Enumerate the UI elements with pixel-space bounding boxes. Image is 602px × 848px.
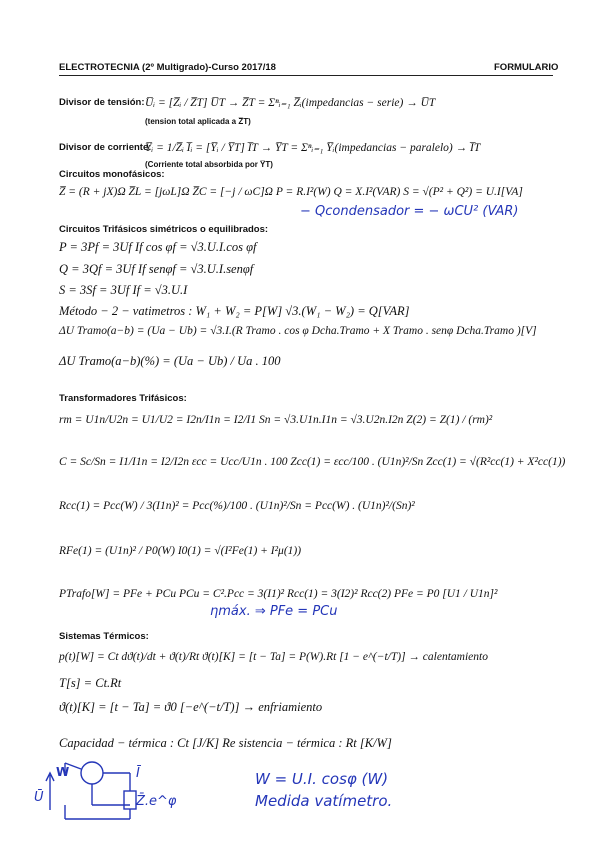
corriente-note: (Corriente total absorbida por Y̅T) bbox=[145, 160, 273, 169]
termico-line-1: p(t)[W] = Ct dϑ(t)/dt + ϑ(t)/Rt ϑ(t)[K] = [t − Ta] = P(W).Rt [1 − e^(−t/T)] → calentamiento bbox=[59, 651, 488, 663]
mono-handnote: − Qcondensador = − ωCU² (VAR) bbox=[300, 204, 519, 219]
tension-note: (tension total aplicada a Z̅T) bbox=[145, 117, 251, 126]
corriente-label: Divisor de corriente: bbox=[59, 142, 152, 153]
tri-line-q: Q = 3Qf = 3Uf If senφf = √3.U.I.senφf bbox=[59, 262, 254, 276]
tri-line-vatimetros: Método − 2 − vatimetros : W₁ + W₂ = P[W] √3.(W₁ − W₂) = Q[VAR] bbox=[59, 304, 410, 318]
termico-line-4: Capacidad − térmica : Ct [J/K] Re sistencia − térmica : Rt [K/W] bbox=[59, 736, 392, 750]
tension-formula: U̅ᵢ = [Z̅ᵢ / Z̅T] U̅T → Z̅T = Σⁿᵢ₌₁ Z̅ᵢ(impedancias − serie) → U̅T bbox=[145, 97, 436, 109]
wattmeter-caption: Medida vatímetro. bbox=[255, 792, 393, 810]
trafo-line-c: C = Sc/Sn = I1/I1n = I2/I2n εcc = Ucc/U1n . 100 Zcc(1) = εcc/100 . (U1n)²/Sn Zcc(1) = √(R²cc(1) + X²cc(1)) bbox=[59, 456, 566, 468]
corriente-formula: Y̅ᵢ = 1/Z̅ᵢ I̅ᵢ = [Y̅ᵢ / Y̅T] I̅T → Y̅T = Σⁿᵢ₌₁ Y̅ᵢ(impedancias − paralelo) → I̅T bbox=[145, 142, 481, 154]
mono-title: Circuitos monofásicos: bbox=[59, 169, 165, 180]
trafo-handnote: ηmáx. ⇒ PFe = PCu bbox=[210, 604, 338, 619]
document-title: FORMULARIO bbox=[494, 62, 559, 73]
termico-title: Sistemas Térmicos: bbox=[59, 631, 149, 642]
tri-line-p: P = 3Pf = 3Uf If cos φf = √3.U.I.cos φf bbox=[59, 240, 257, 254]
termico-line-3: ϑ(t)[K] = [t − Ta] = ϑ0 [−e^(−t/T)] → enfriamiento bbox=[59, 700, 323, 714]
wattmeter-z-label: Z̄.e^φ bbox=[136, 794, 177, 809]
wattmeter-i-label: Ī bbox=[136, 766, 140, 781]
mono-formula: Z̅ = (R + jX)Ω Z̅L = [jωL]Ω Z̅C = [−j / ωC]Ω P = R.I²(W) Q = X.I²(VAR) S = √(P² + Q²) = U.I[VA] bbox=[59, 186, 523, 198]
wattmeter-w-label: W bbox=[56, 765, 70, 779]
trafo-line-rcc: Rcc(1) = Pcc(W) / 3(I1n)² = Pcc(%)/100 . (U1n)²/Sn = Pcc(W) . (U1n)²/(Sn)² bbox=[59, 500, 415, 512]
wattmeter-u-label: Ū bbox=[34, 790, 44, 805]
tension-label: Divisor de tensión: bbox=[59, 97, 145, 108]
trafo-line-rfe: RFe(1) = (U1n)² / P0(W) I0(1) = √(I²Fe(1) + I²μ(1)) bbox=[59, 545, 302, 557]
header-rule bbox=[59, 75, 553, 76]
trafo-line-pot: PTrafo[W] = PFe + PCu PCu = C².Pcc = 3(I1)² Rcc(1) = 3(I2)² Rcc(2) PFe = P0 [U1 / U1n]² bbox=[59, 588, 498, 600]
tri-line-caida-pct: ΔU Tramo(a−b)(%) = (Ua − Ub) / Ua . 100 bbox=[59, 354, 281, 368]
tri-title: Circuitos Trifásicos simétricos o equilibrados: bbox=[59, 224, 269, 235]
course-title: ELECTROTECNIA (2º Multigrado)-Curso 2017/18 bbox=[59, 62, 276, 73]
wattmeter-formula: W = U.I. cosφ (W) bbox=[255, 770, 389, 788]
tri-line-caida: ΔU Tramo(a−b) = (Ua − Ub) = √3.I.(R Tramo . cos φ Dcha.Tramo + X Tramo . senφ Dcha.Tramo )[V] bbox=[59, 325, 537, 337]
termico-line-2: T[s] = Ct.Rt bbox=[59, 676, 122, 690]
trafo-line-rm: rm = U1n/U2n = U1/U2 = I2n/I1n = I2/I1 Sn = √3.U1n.I1n = √3.U2n.I2n Z(2) = Z(1) / (rm)² bbox=[59, 414, 493, 426]
trafo-title: Transformadores Trifásicos: bbox=[59, 393, 187, 404]
tri-line-s: S = 3Sf = 3Uf If = √3.U.I bbox=[59, 283, 188, 297]
